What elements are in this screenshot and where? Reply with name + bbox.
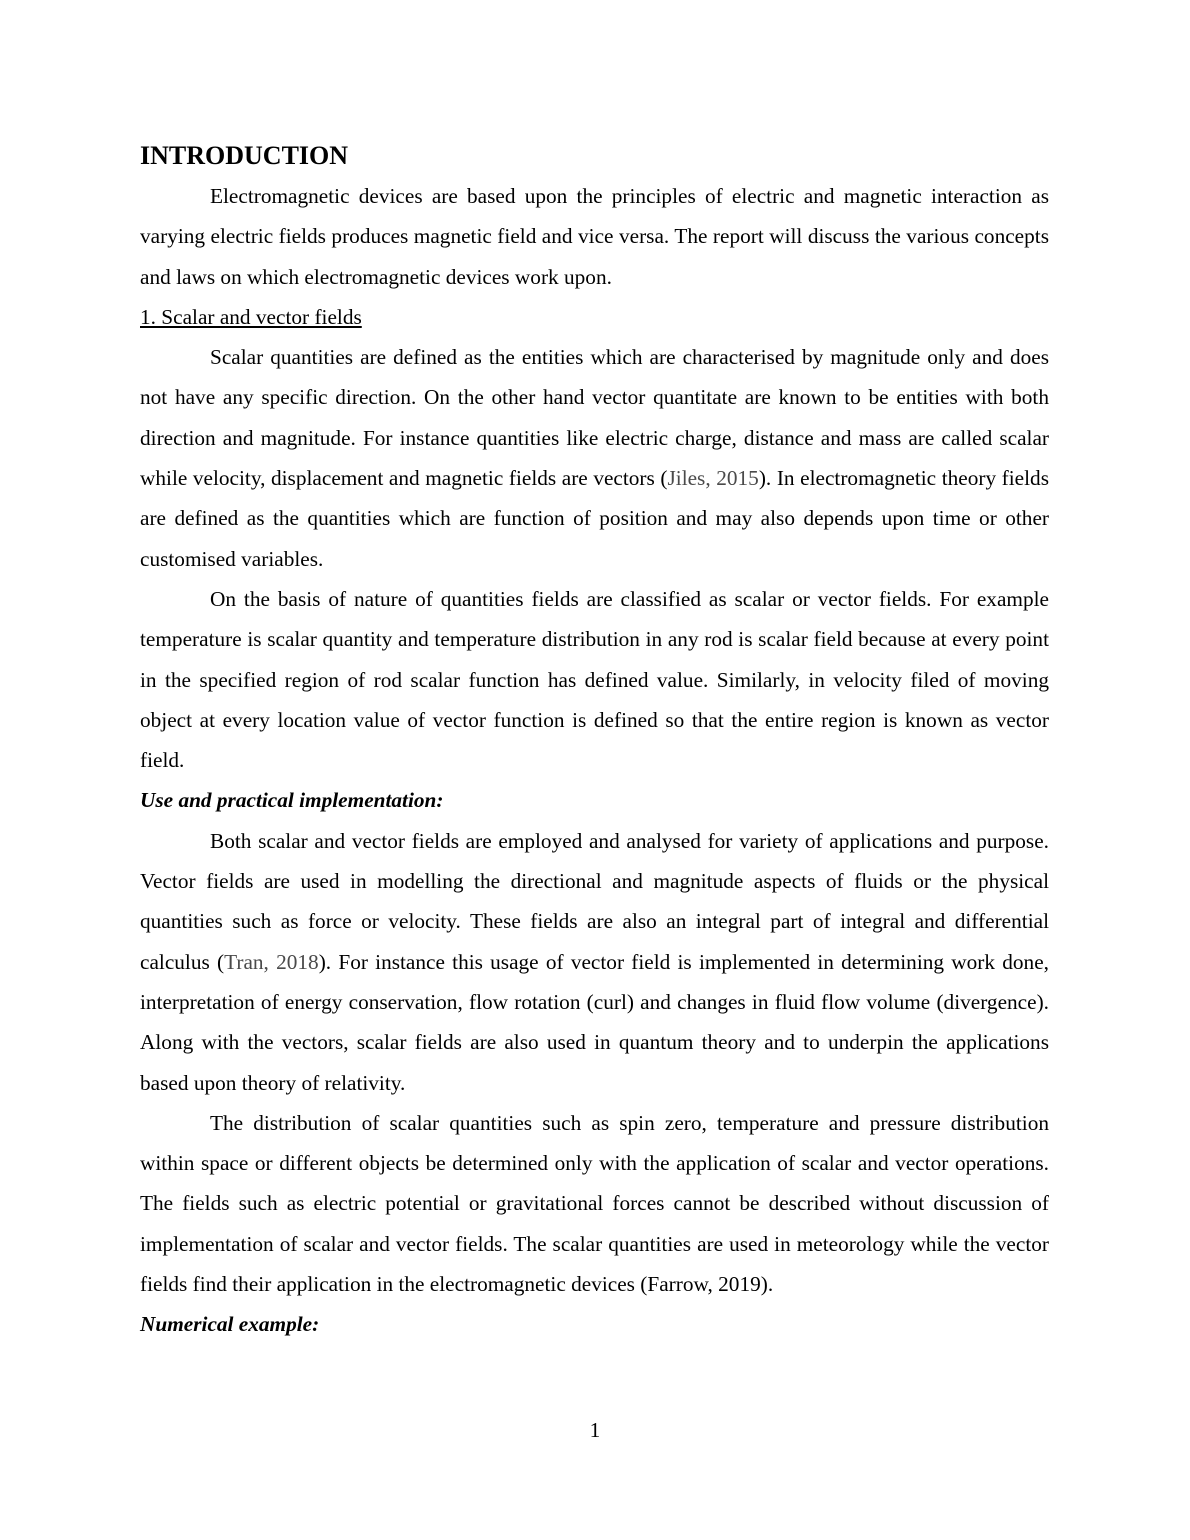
distribution-paragraph: The distribution of scalar quantities such as spin zero, temperature and pressure distribution within space or different objects be determined only with the application of scalar and vector operations. The fields such as electric potential or gravitational forces cannot be described without discussion of implementation of scalar and vector fields. The scalar quantities are used in meteorology while the vector fields find their application in the electromagnetic devices (Farrow, 2019). bbox=[140, 1110, 1049, 1297]
scalar-definition-paragraph bbox=[140, 337, 1049, 579]
paragraph-text: Scalar quantities are defined as the entities which are characterised by magnitude only and does not have any specific direction. On the other hand vector quantitate are known to be entities with both direction and magnitude. For instance quantities like electric charge, distance and mass are called scalar while velocity, displacement and magnetic fields are vectors ( bbox=[140, 345, 1049, 491]
subheading-use-implementation: Use and practical implementation: bbox=[140, 788, 444, 813]
field-classification-paragraph: On the basis of nature of quantities fields are classified as scalar or vector fields. For example temperature is scalar quantity and temperature distribution in any rod is scalar field because at every point in the specified region of rod scalar function has defined value. Similarly, in velocity filed of moving object at every location value of vector function is defined so that the entire region is known as vector field. bbox=[140, 586, 1049, 773]
page-number: 1 bbox=[589, 1418, 601, 1442]
subheading-numerical-example: Numerical example: bbox=[140, 1312, 320, 1337]
applications-paragraph bbox=[140, 821, 1049, 1103]
section-heading-text: 1. Scalar and vector fields bbox=[140, 304, 362, 329]
document-page bbox=[140, 136, 1049, 1345]
section-heading-scalar-vector bbox=[140, 297, 1049, 337]
paragraph-text: ). In electromagnetic theory fields are defined as the quantities which are function of position and may also depends upon time or other customised variables. bbox=[140, 466, 1049, 571]
page-title: INTRODUCTION bbox=[140, 141, 349, 170]
paragraph-text: ). For instance this usage of vector field is implemented in determining work done, interpretation of energy conservation, flow rotation (curl) and changes in fluid flow volume (divergence). Along with the vectors, scalar fields are also used in quantum theory and to underpin the applications based upon theory of relativity. bbox=[140, 949, 1049, 1095]
citation: Jiles, 2015 bbox=[667, 466, 759, 491]
citation: Tran, 2018 bbox=[224, 949, 319, 974]
intro-paragraph: Electromagnetic devices are based upon the principles of electric and magnetic interaction as varying electric fields produces magnetic field and vice versa. The report will discuss the various concepts and laws on which electromagnetic devices work upon. bbox=[140, 184, 1049, 289]
paragraph-text: Both scalar and vector fields are employed and analysed for variety of applications and purpose. Vector fields are used in modelling the directional and magnitude aspects of fluids or the physical quantities such as force or velocity. These fields are also an integral part of integral and differential calculus ( bbox=[140, 828, 1049, 974]
